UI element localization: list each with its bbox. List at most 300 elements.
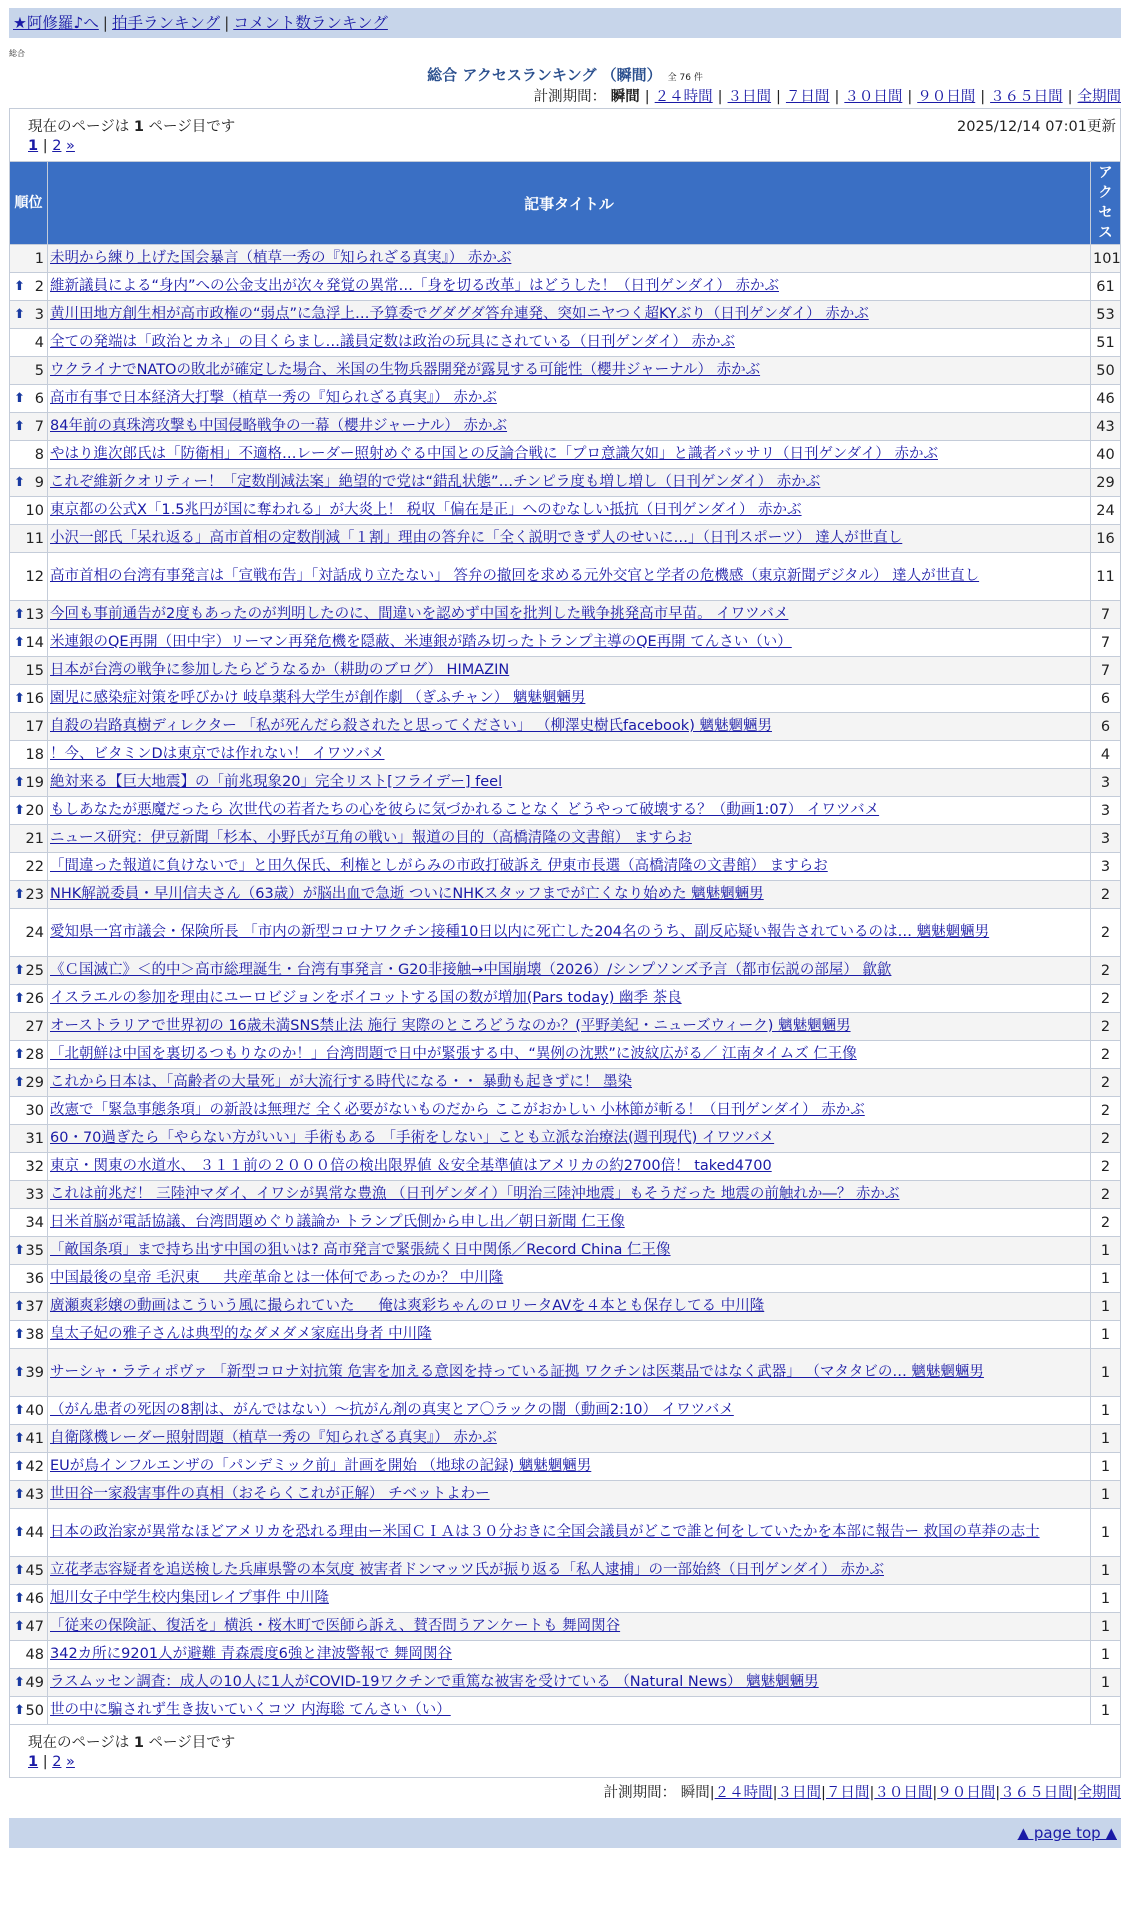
page-title: 総合 アクセスランキング （瞬間） bbox=[427, 66, 662, 84]
title-cell bbox=[48, 1641, 1091, 1669]
access-count: 61 bbox=[1091, 273, 1121, 301]
title-cell bbox=[48, 1013, 1091, 1041]
period-link-4-bottom[interactable]: ９０日間 bbox=[937, 1785, 996, 1801]
rank-cell bbox=[10, 1697, 48, 1725]
article-title-link[interactable]: 「敵国条項」まで持ち出す中国の狙いは? 高市発言で緊張続く日中関係／Record China 仁王像 bbox=[50, 1242, 671, 1258]
rank-number: 8 bbox=[34, 446, 44, 463]
title-cell bbox=[48, 1209, 1091, 1237]
rank-number: 19 bbox=[25, 774, 44, 791]
table-row bbox=[10, 1669, 1121, 1697]
title-cell bbox=[48, 1181, 1091, 1209]
rank-cell bbox=[10, 1125, 48, 1153]
title-cell bbox=[48, 1613, 1091, 1641]
title-cell bbox=[48, 1585, 1091, 1613]
rank-cell bbox=[10, 1509, 48, 1557]
article-title-link[interactable]: 342カ所に9201人が避難 青森震度6強と津波警報で 舞岡関谷 bbox=[50, 1646, 453, 1662]
rank-up-arrow-icon: ⬆ bbox=[14, 390, 25, 406]
rank-cell bbox=[10, 685, 48, 713]
access-count: 1 bbox=[1091, 1669, 1121, 1697]
table-row bbox=[10, 1453, 1121, 1481]
title-cell bbox=[48, 1153, 1091, 1181]
article-title-link[interactable]: 《Ｃ国滅亡》＜的中＞高市総理誕生・台湾有事発言・G20非接触→中国崩壊（2026）/シンプソンズ予言（都市伝説の部屋） 歙歙 bbox=[50, 962, 892, 978]
title-cell bbox=[48, 525, 1091, 553]
rank-cell bbox=[10, 825, 48, 853]
access-count: 2 bbox=[1091, 985, 1121, 1013]
rank-number: 29 bbox=[25, 1074, 44, 1091]
rank-cell bbox=[10, 1453, 48, 1481]
table-row bbox=[10, 1209, 1121, 1237]
access-count: 4 bbox=[1091, 741, 1121, 769]
article-title-link[interactable]: 絶対来る【巨大地震】の「前兆現象20」完全リスト[フライデー] feel bbox=[50, 774, 503, 790]
rank-up-arrow-icon: ⬆ bbox=[14, 1618, 25, 1634]
table-row bbox=[10, 1293, 1121, 1321]
rank-number: 36 bbox=[25, 1270, 44, 1287]
rank-number: 6 bbox=[34, 390, 44, 407]
access-count: 53 bbox=[1091, 301, 1121, 329]
table-row bbox=[10, 1237, 1121, 1265]
page-link-2[interactable]: 2 bbox=[52, 138, 62, 154]
table-row bbox=[10, 1349, 1121, 1397]
access-count: 43 bbox=[1091, 413, 1121, 441]
title-cell bbox=[48, 469, 1091, 497]
period-current: 瞬間 bbox=[610, 89, 640, 105]
rank-cell bbox=[10, 1669, 48, 1697]
rank-number: 15 bbox=[25, 662, 44, 679]
table-row bbox=[10, 1613, 1121, 1641]
table-row bbox=[10, 553, 1121, 601]
ranking-table bbox=[9, 161, 1121, 1725]
period-link-6[interactable]: 全期間 bbox=[1077, 89, 1121, 105]
article-title-link[interactable]: もしあなたが悪魔だったら 次世代の若者たちの心を彼らに気づかれることなく どうやって破壊する？（動画1:07） イワツバメ bbox=[50, 802, 880, 818]
title-cell bbox=[48, 413, 1091, 441]
table-row bbox=[10, 1509, 1121, 1557]
rank-cell bbox=[10, 957, 48, 985]
access-count: 1 bbox=[1091, 1321, 1121, 1349]
rank-up-arrow-icon: ⬆ bbox=[14, 1524, 25, 1540]
access-count: 7 bbox=[1091, 629, 1121, 657]
rank-number: 2 bbox=[34, 278, 44, 295]
access-count: 2 bbox=[1091, 1153, 1121, 1181]
table-row bbox=[10, 1585, 1121, 1613]
pager-top bbox=[9, 108, 1121, 161]
access-count: 51 bbox=[1091, 329, 1121, 357]
period-link-3-bottom[interactable]: ３０日間 bbox=[874, 1785, 933, 1801]
rank-number: 7 bbox=[34, 418, 44, 435]
access-count: 1 bbox=[1091, 1481, 1121, 1509]
rank-cell bbox=[10, 553, 48, 601]
article-title-link[interactable]: 中国最後の皇帝 毛沢東 ＿ 共産革命とは一体何であったのか？ 中川隆 bbox=[50, 1270, 504, 1286]
rank-number: 16 bbox=[25, 690, 44, 707]
header-access: アクセス bbox=[1091, 162, 1121, 245]
rank-up-arrow-icon: ⬆ bbox=[14, 1242, 25, 1258]
title-cell bbox=[48, 357, 1091, 385]
rank-cell bbox=[10, 657, 48, 685]
rank-number: 30 bbox=[25, 1102, 44, 1119]
period-selector-bottom: 計測期間： 瞬間|２４時間|３日間|７日間|３０日間|９０日間|３６５日間|全期間 bbox=[603, 1785, 1121, 1801]
access-count: 2 bbox=[1091, 1069, 1121, 1097]
article-title-link[interactable]: 「従来の保険証、復活を」横浜・桜木町で医師ら訴え、賛否問うアンケートも 舞岡関谷 bbox=[50, 1618, 621, 1634]
table-row bbox=[10, 1069, 1121, 1097]
rank-up-arrow-icon: ⬆ bbox=[14, 278, 25, 294]
article-title-link[interactable]: 高市首相の台湾有事発言は「宣戦布告」「対話成り立たない」 答弁の撤回を求める元外交官と学者の危機感（東京新聞デジタル） 達人が世直し bbox=[50, 568, 980, 584]
rank-number: 23 bbox=[25, 886, 44, 903]
table-row bbox=[10, 1125, 1121, 1153]
page-title-row bbox=[9, 64, 1121, 82]
article-title-link[interactable]: 東京・関東の水道水、 ３１１前の２０００倍の検出限界値 ＆安全基準値はアメリカの約2700倍！ taked4700 bbox=[50, 1158, 772, 1174]
article-title-link[interactable]: 「間違った報道に負けないで」と田久保氏、利権としがらみの市政打破訴え 伊東市長選（高橋清隆の文書館） ますらお bbox=[50, 858, 828, 874]
access-count: 1 bbox=[1091, 1557, 1121, 1585]
rank-number: 14 bbox=[25, 634, 44, 651]
article-title-link[interactable]: 東京都の公式X「1.5兆円が国に奪われる」が大炎上！ 税収「偏在是正」へのむなしい抵抗（日刊ゲンダイ） 赤かぶ bbox=[50, 502, 802, 518]
rank-cell bbox=[10, 713, 48, 741]
period-link-5-bottom[interactable]: ３６５日間 bbox=[1000, 1785, 1073, 1801]
rank-up-arrow-icon: ⬆ bbox=[14, 1458, 25, 1474]
title-cell bbox=[48, 1481, 1091, 1509]
rank-up-arrow-icon: ⬆ bbox=[14, 1298, 25, 1314]
table-row bbox=[10, 497, 1121, 525]
rank-up-arrow-icon: ⬆ bbox=[14, 774, 25, 790]
access-count: 7 bbox=[1091, 657, 1121, 685]
rank-number: 5 bbox=[34, 362, 44, 379]
link-clap-ranking[interactable]: 拍手ランキング bbox=[112, 14, 221, 32]
article-title-link[interactable]: これぞ維新クオリティー！「定数削減法案」絶望的で党は“錯乱状態”…チンピラ度も増し増し（日刊ゲンダイ） 赤かぶ bbox=[50, 474, 821, 490]
title-cell bbox=[48, 713, 1091, 741]
rank-number: 46 bbox=[25, 1590, 44, 1607]
title-cell bbox=[48, 1349, 1091, 1397]
title-cell bbox=[48, 629, 1091, 657]
article-title-link[interactable]: イスラエルの参加を理由にユーロビジョンをボイコットする国の数が増加(Pars today) 幽季 茶良 bbox=[50, 990, 682, 1006]
rank-up-arrow-icon: ⬆ bbox=[14, 1402, 25, 1418]
article-title-link[interactable]: 全ての発端は「政治とカネ」の目くらまし…議員定数は政治の玩具にされている（日刊ゲンダイ） 赤かぶ bbox=[50, 334, 735, 350]
title-cell bbox=[48, 1669, 1091, 1697]
access-count: 2 bbox=[1091, 1041, 1121, 1069]
next-page-link[interactable]: » bbox=[66, 138, 75, 154]
title-cell bbox=[48, 1265, 1091, 1293]
article-title-link[interactable]: 世の中に騙されず生き抜いていくコツ 内海聡 てんさい（い） bbox=[50, 1702, 451, 1718]
article-title-link[interactable]: NHK解説委員・早川信夫さん（63歳）が脳出血で急逝 ついにNHKスタッフまでが亡くなり始めた 魑魅魍魎男 bbox=[50, 886, 764, 902]
rank-number: 26 bbox=[25, 990, 44, 1007]
rank-cell bbox=[10, 1209, 48, 1237]
access-count: 2 bbox=[1091, 1209, 1121, 1237]
table-row bbox=[10, 657, 1121, 685]
access-count: 1 bbox=[1091, 1697, 1121, 1725]
access-count: 6 bbox=[1091, 713, 1121, 741]
rank-cell bbox=[10, 1613, 48, 1641]
table-row bbox=[10, 957, 1121, 985]
rank-up-arrow-icon: ⬆ bbox=[14, 990, 25, 1006]
rank-up-arrow-icon: ⬆ bbox=[14, 802, 25, 818]
access-count: 6 bbox=[1091, 685, 1121, 713]
period-link-6-bottom[interactable]: 全期間 bbox=[1077, 1785, 1121, 1801]
rank-number: 48 bbox=[25, 1646, 44, 1663]
rank-cell bbox=[10, 1481, 48, 1509]
title-cell bbox=[48, 329, 1091, 357]
article-title-link[interactable]: 改憲で「緊急事態条項」の新設は無理だ 全く必要がないものだから ここがおかしい 小林節が斬る！（日刊ゲンダイ） 赤かぶ bbox=[50, 1102, 865, 1118]
article-title-link[interactable]: 皇太子妃の雅子さんは典型的なダメダメ家庭出身者 中川隆 bbox=[50, 1326, 432, 1342]
period-link-2[interactable]: ７日間 bbox=[785, 89, 830, 105]
rank-cell bbox=[10, 245, 48, 273]
access-count: 40 bbox=[1091, 441, 1121, 469]
title-cell bbox=[48, 1097, 1091, 1125]
rank-cell bbox=[10, 1181, 48, 1209]
rank-cell bbox=[10, 629, 48, 657]
rank-number: 31 bbox=[25, 1130, 44, 1147]
article-title-link[interactable]: 立花孝志容疑者を追送検した兵庫県警の本気度 被害者ドンマッツ氏が振り返る「私人逮捕」の一部始終（日刊ゲンダイ） 赤かぶ bbox=[50, 1562, 884, 1578]
access-count: 1 bbox=[1091, 1349, 1121, 1397]
access-count: 1 bbox=[1091, 1397, 1121, 1425]
table-row bbox=[10, 713, 1121, 741]
rank-up-arrow-icon: ⬆ bbox=[14, 1674, 25, 1690]
rank-cell bbox=[10, 441, 48, 469]
article-title-link[interactable]: オーストラリアで世界初の 16歳未満SNS禁止法 施行 実際のところどうなのか？(平野美紀・ニューズウィーク) 魑魅魍魎男 bbox=[50, 1018, 851, 1034]
title-cell bbox=[48, 769, 1091, 797]
access-count: 3 bbox=[1091, 853, 1121, 881]
title-cell bbox=[48, 385, 1091, 413]
table-row bbox=[10, 1425, 1121, 1453]
rank-number: 4 bbox=[34, 334, 44, 351]
rank-cell bbox=[10, 1097, 48, 1125]
period-link-0[interactable]: ２４時間 bbox=[654, 89, 713, 105]
title-cell bbox=[48, 497, 1091, 525]
article-title-link[interactable]: これは前兆だ！ 三陸沖マダイ、イワシが異常な豊漁 （日刊ゲンダイ）「明治三陸沖地震」もそうだった 地震の前触れか―？ 赤かぶ bbox=[50, 1186, 900, 1202]
rank-up-arrow-icon: ⬆ bbox=[14, 634, 25, 650]
access-count: 2 bbox=[1091, 1013, 1121, 1041]
title-cell bbox=[48, 553, 1091, 601]
access-count: 2 bbox=[1091, 1125, 1121, 1153]
rank-number: 35 bbox=[25, 1242, 44, 1259]
period-link-4[interactable]: ９０日間 bbox=[917, 89, 976, 105]
page-nav-bottom: 1 | 2 » bbox=[28, 1754, 75, 1770]
rank-cell bbox=[10, 797, 48, 825]
article-title-link[interactable]: ウクライナでNATOの敗北が確定した場合、米国の生物兵器開発が露見する可能性（櫻井ジャーナル） 赤かぶ bbox=[50, 362, 761, 378]
article-title-link[interactable]: （がん患者の死因の8割は、がんではない）〜抗がん剤の真実とア〇ラックの闇（動画2:10） イワツバメ bbox=[50, 1402, 734, 1418]
article-title-link[interactable]: ！今、ビタミンDは東京では作れない！ イワツバメ bbox=[50, 746, 385, 762]
article-title-link[interactable]: 日本が台湾の戦争に参加したらどうなるか（耕助のブログ） HIMAZIN bbox=[50, 662, 510, 678]
rank-up-arrow-icon: ⬆ bbox=[14, 306, 25, 322]
page-nav: 1 | 2 » bbox=[28, 138, 75, 154]
table-row bbox=[10, 245, 1121, 273]
table-row bbox=[10, 881, 1121, 909]
title-cell bbox=[48, 1041, 1091, 1069]
title-cell bbox=[48, 909, 1091, 957]
article-title-link[interactable]: 園児に感染症対策を呼びかけ 岐阜薬科大学生が創作劇 （ぎふチャン） 魑魅魍魎男 bbox=[50, 690, 586, 706]
table-row bbox=[10, 741, 1121, 769]
rank-number: 10 bbox=[25, 502, 44, 519]
page-link-1-bottom[interactable]: 1 bbox=[28, 1754, 39, 1770]
article-title-link[interactable]: やはり進次郎氏は「防衛相」不適格…レーダー照射めぐる中国との反論合戦に「プロ意識欠如」と識者バッサリ（日刊ゲンダイ） 赤かぶ bbox=[50, 446, 938, 462]
rank-cell bbox=[10, 853, 48, 881]
next-page-link-bottom[interactable]: » bbox=[66, 1754, 75, 1770]
rank-number: 34 bbox=[25, 1214, 44, 1231]
rank-cell bbox=[10, 413, 48, 441]
period-link-1[interactable]: ３日間 bbox=[727, 89, 772, 105]
article-title-link[interactable]: 黄川田地方創生相が高市政権の“弱点”に急浮上…予算委でグダグダ答弁連発、突如ニヤつく超KYぶり（日刊ゲンダイ） 赤かぶ bbox=[50, 306, 869, 322]
rank-number: 13 bbox=[25, 606, 44, 623]
access-count: 2 bbox=[1091, 1181, 1121, 1209]
access-count: 1 bbox=[1091, 1585, 1121, 1613]
article-title-link[interactable]: 旭川女子中学生校内集団レイプ事件 中川隆 bbox=[50, 1590, 329, 1606]
rank-number: 9 bbox=[34, 474, 44, 491]
table-row bbox=[10, 1097, 1121, 1125]
rank-cell bbox=[10, 1293, 48, 1321]
period-link-2-bottom[interactable]: ７日間 bbox=[825, 1785, 870, 1801]
rank-cell bbox=[10, 1237, 48, 1265]
top-nav-bar: ★阿修羅♪へ | 拍手ランキング | コメント数ランキング bbox=[9, 8, 1121, 38]
title-cell bbox=[48, 601, 1091, 629]
rank-number: 49 bbox=[25, 1674, 44, 1691]
updated-timestamp: 2025/12/14 07:01更新 bbox=[957, 119, 1116, 135]
table-row bbox=[10, 469, 1121, 497]
title-cell bbox=[48, 301, 1091, 329]
table-row bbox=[10, 413, 1121, 441]
article-title-link[interactable]: EUが鳥インフルエンザの「パンデミック前」計画を開始 （地球の記録) 魑魅魍魎男 bbox=[50, 1458, 592, 1474]
article-title-link[interactable]: これから日本は、「高齢者の大量死」が大流行する時代になる・・ 暴動も起きずに！ 墨染 bbox=[50, 1074, 632, 1090]
rank-number: 39 bbox=[25, 1364, 44, 1381]
article-title-link[interactable]: 廣瀬爽彩嬢の動画はこういう風に撮られていた ＿ 俺は爽彩ちゃんのロリータAVを４本とも保存してる 中川隆 bbox=[50, 1298, 765, 1314]
title-cell bbox=[48, 273, 1091, 301]
article-title-link[interactable]: 84年前の真珠湾攻撃も中国侵略戦争の一幕（櫻井ジャーナル） 赤かぶ bbox=[50, 418, 508, 434]
rank-number: 20 bbox=[25, 802, 44, 819]
rank-up-arrow-icon: ⬆ bbox=[14, 606, 25, 622]
table-row bbox=[10, 1397, 1121, 1425]
rank-number: 45 bbox=[25, 1562, 44, 1579]
rank-cell bbox=[10, 1069, 48, 1097]
article-title-link[interactable]: 今回も事前通告が2度もあったのが判明したのに、間違いを認めず中国を批判した戦争挑発高市早苗。 イワツバメ bbox=[50, 606, 789, 622]
rank-up-arrow-icon: ⬆ bbox=[14, 886, 25, 902]
article-title-link[interactable]: 世田谷一家殺害事件の真相（おそらくこれが正解） チベットよわー bbox=[50, 1486, 490, 1502]
table-row bbox=[10, 357, 1121, 385]
period-link-3[interactable]: ３０日間 bbox=[844, 89, 903, 105]
title-cell bbox=[48, 657, 1091, 685]
access-count: 2 bbox=[1091, 957, 1121, 985]
access-count: 1 bbox=[1091, 1641, 1121, 1669]
article-title-link[interactable]: 未明から練り上げた国会暴言（植草一秀の『知られざる真実』） 赤かぶ bbox=[50, 250, 512, 266]
period-current-bottom: 瞬間 bbox=[680, 1785, 710, 1801]
article-title-link[interactable]: 維新議員による“身内”への公金支出が次々発覚の異常…「身を切る改革」はどうした！（日刊ゲンダイ） 赤かぶ bbox=[50, 278, 779, 294]
rank-up-arrow-icon: ⬆ bbox=[14, 1364, 25, 1380]
title-cell bbox=[48, 1397, 1091, 1425]
article-title-link[interactable]: 日本の政治家が異常なほどアメリカを恐れる理由ー米国ＣＩＡは３０分おきに全国会議員がどこで誰と何をしていたかを本部に報告ー 救国の草莽の志士 bbox=[50, 1524, 1040, 1540]
rank-number: 41 bbox=[25, 1430, 44, 1447]
title-cell bbox=[48, 825, 1091, 853]
page-link-1[interactable]: 1 bbox=[28, 138, 39, 154]
rank-number: 18 bbox=[25, 746, 44, 763]
title-cell bbox=[48, 1125, 1091, 1153]
link-asyura-home[interactable]: ★阿修羅♪へ bbox=[13, 14, 99, 32]
access-count: 1 bbox=[1091, 1509, 1121, 1557]
article-title-link[interactable]: 小沢一郎氏「呆れ返る」高市首相の定数削減「１割」理由の答弁に「全く説明できず人のせいに…」（日刊スポーツ） 達人が世直し bbox=[50, 530, 903, 546]
title-cell bbox=[48, 1321, 1091, 1349]
period-link-5[interactable]: ３６５日間 bbox=[990, 89, 1063, 105]
rank-up-arrow-icon: ⬆ bbox=[14, 1326, 25, 1342]
rank-cell bbox=[10, 909, 48, 957]
article-title-link[interactable]: 自殺の岩路真樹ディレクター 「私が死んだら殺されたと思ってください」 （柳澤史樹氏facebook) 魑魅魍魎男 bbox=[50, 718, 772, 734]
rank-number: 44 bbox=[25, 1524, 44, 1541]
article-title-link[interactable]: 「北朝鮮は中国を裏切るつもりなのか！」台湾問題で日中が緊張する中、“異例の沈黙”に波紋広がる／ 江南タイムズ 仁王像 bbox=[50, 1046, 857, 1062]
access-count: 1 bbox=[1091, 1265, 1121, 1293]
access-count: 50 bbox=[1091, 357, 1121, 385]
period-label: 計測期間： bbox=[533, 89, 607, 105]
rank-number: 11 bbox=[25, 530, 44, 547]
article-title-link[interactable]: 60・70過ぎたら「やらない方がいい」手術もある 「手術をしない」ことも立派な治療法(週刊現代) イワツバメ bbox=[50, 1130, 775, 1146]
table-row bbox=[10, 301, 1121, 329]
title-cell bbox=[48, 797, 1091, 825]
table-row bbox=[10, 1265, 1121, 1293]
table-row bbox=[10, 629, 1121, 657]
rank-up-arrow-icon: ⬆ bbox=[14, 1562, 25, 1578]
total-count: 全 76 件 bbox=[667, 73, 703, 83]
article-title-link[interactable]: ニュース研究：伊豆新聞「杉本、小野氏が互角の戦い」報道の目的（高橋清隆の文書館） ますらお bbox=[50, 830, 692, 846]
rank-cell bbox=[10, 329, 48, 357]
article-title-link[interactable]: ラスムッセン調査：成人の10人に1人がCOVID-19ワクチンで重篤な被害を受けている （Natural News） 魑魅魍魎男 bbox=[50, 1674, 819, 1690]
rank-number: 22 bbox=[25, 858, 44, 875]
rank-cell bbox=[10, 741, 48, 769]
title-cell bbox=[48, 1237, 1091, 1265]
period-link-1-bottom[interactable]: ３日間 bbox=[777, 1785, 822, 1801]
table-row bbox=[10, 525, 1121, 553]
title-cell bbox=[48, 881, 1091, 909]
table-row bbox=[10, 273, 1121, 301]
table-row bbox=[10, 1641, 1121, 1669]
rank-number: 27 bbox=[25, 1018, 44, 1035]
rank-cell bbox=[10, 273, 48, 301]
table-row bbox=[10, 909, 1121, 957]
period-link-0-bottom[interactable]: ２４時間 bbox=[714, 1785, 773, 1801]
table-row bbox=[10, 329, 1121, 357]
access-count: 1 bbox=[1091, 1237, 1121, 1265]
rank-cell bbox=[10, 1557, 48, 1585]
access-count: 2 bbox=[1091, 1097, 1121, 1125]
table-row bbox=[10, 1481, 1121, 1509]
article-title-link[interactable]: サーシャ・ラティポヴァ 「新型コロナ対抗策 危害を加える意図を持っている証拠 ワクチンは医薬品ではなく武器」 （マタタビの… 魑魅魍魎男 bbox=[50, 1364, 984, 1380]
table-row bbox=[10, 685, 1121, 713]
table-row bbox=[10, 385, 1121, 413]
current-page-text: 現在のページは 1 ページ目です bbox=[28, 119, 236, 135]
rank-up-arrow-icon: ⬆ bbox=[14, 690, 25, 706]
page-top-link[interactable]: ▲ page top ▲ bbox=[1017, 1824, 1117, 1842]
rank-cell bbox=[10, 1641, 48, 1669]
rank-up-arrow-icon: ⬆ bbox=[14, 1702, 25, 1718]
page-link-2-bottom[interactable]: 2 bbox=[52, 1754, 62, 1770]
rank-up-arrow-icon: ⬆ bbox=[14, 1074, 25, 1090]
table-row bbox=[10, 1697, 1121, 1725]
rank-cell bbox=[10, 985, 48, 1013]
article-title-link[interactable]: 米連銀のQE再開（田中宇）リーマン再発危機を隠蔽、米連銀が踏み切ったトランプ主導のQE再開 てんさい（い） bbox=[50, 634, 792, 650]
article-title-link[interactable]: 高市有事で日本経済大打撃（植草一秀の『知られざる真実』） 赤かぶ bbox=[50, 390, 497, 406]
rank-number: 28 bbox=[25, 1046, 44, 1063]
rank-cell bbox=[10, 1153, 48, 1181]
rank-cell bbox=[10, 1397, 48, 1425]
rank-number: 37 bbox=[25, 1298, 44, 1315]
article-title-link[interactable]: 日米首脳が電話協議、台湾問題めぐり議論か トランプ氏側から申し出／朝日新聞 仁王像 bbox=[50, 1214, 625, 1230]
rank-cell bbox=[10, 301, 48, 329]
access-count: 101 bbox=[1091, 245, 1121, 273]
article-title-link[interactable]: 愛知県一宮市議会・保険所長 「市内の新型コロナワクチン接種10日以内に死亡した204名のうち、副反応疑い報告されているのは… 魑魅魍魎男 bbox=[50, 924, 990, 940]
rank-up-arrow-icon: ⬆ bbox=[14, 1590, 25, 1606]
period-selector: 計測期間： 瞬間 | ２４時間 | ３日間 | ７日間 | ３０日間 | ９０日間 | ３６５日間 | 全期間 bbox=[533, 89, 1121, 105]
link-comment-ranking[interactable]: コメント数ランキング bbox=[233, 14, 388, 32]
access-count: 3 bbox=[1091, 769, 1121, 797]
rank-cell bbox=[10, 1041, 48, 1069]
title-cell bbox=[48, 853, 1091, 881]
title-cell bbox=[48, 1697, 1091, 1725]
rank-number: 12 bbox=[25, 568, 44, 585]
article-title-link[interactable]: 自衛隊機レーダー照射問題（植草一秀の『知られざる真実』） 赤かぶ bbox=[50, 1430, 497, 1446]
table-row bbox=[10, 601, 1121, 629]
access-count: 24 bbox=[1091, 497, 1121, 525]
rank-number: 25 bbox=[25, 962, 44, 979]
table-row bbox=[10, 1321, 1121, 1349]
